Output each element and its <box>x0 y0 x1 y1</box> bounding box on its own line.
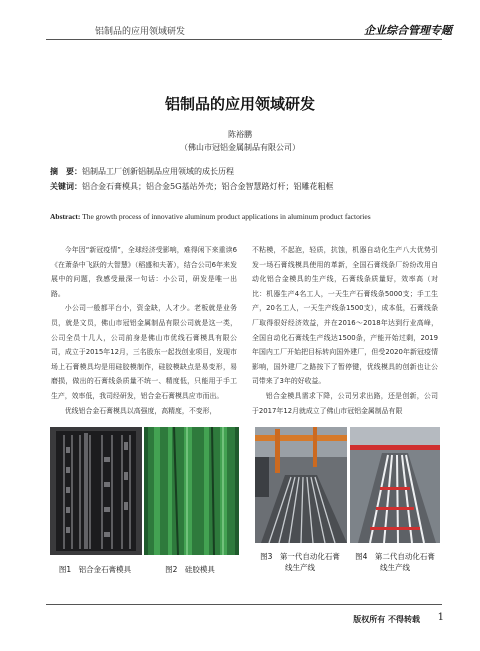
figure-2-caption: 图2 硅胶模具 <box>165 565 215 574</box>
abstract-en-label: Abstract: <box>50 212 81 221</box>
body-paragraph: 今年因“新冠疫情”，全球经济受影响，难得闲下来重读6《在萧条中飞跃的大智慧》（稻盛和夫著），结合公司6年来发展中的问题，我感受最深一句话：小公司，研发是唯一出路。 <box>51 246 237 298</box>
abstract-cn-label: 摘 要： <box>50 167 82 176</box>
figure-4-caption-line1: 图4 第二代自动化石膏 <box>355 552 435 561</box>
article-title: 铝制品的应用领域研发 <box>164 95 315 113</box>
article-affiliation: （佛山市冠铝金属制品有限公司） <box>180 143 300 152</box>
body-paragraph: 优线铝合金石膏模具以高强度，高精度，不变形， <box>64 406 217 415</box>
keywords-label: 关键词： <box>50 182 82 191</box>
keywords-text: 铝合金石膏模具；铝合金5G基站外壳；铝合金智慧路灯杆；铝雕花粗框 <box>82 182 334 191</box>
figure-3-caption <box>250 551 350 573</box>
footer-copyright: 版权所有 不得转载 <box>353 614 420 624</box>
header-rule <box>46 39 442 40</box>
running-header-right: 企业综合管理专题 <box>364 24 452 37</box>
body-paragraph: 不粘模，不起泡，轻质，抗蚀，机器自动化生产八大优势引发一场石膏线模具使用的革新，全国石膏线条厂纷纷改用自动化铝合金模具的生产线，石膏线条质量好，效率高（对比：机器生产4名工人，一天生产石膏线条5000支；手工生产，20名工人，一天生产线条1500支），成本低，石膏线条厂取得很好经济效益，并在2016～2018年达到行业高峰，全国自动化石膏线生产线达1500条，产能开始过剩，2019年国内工厂开始把目标转向国外建厂，但受2020年新冠疫情影响，国外建厂之路按下了暂停键，优线模具的创新也让公司带来了3年的好收益。 <box>252 246 438 386</box>
body-column-right <box>252 243 438 418</box>
running-header-left: 铝制品的应用领域研发 <box>94 27 185 37</box>
figure-3-caption-line1: 图3 第一代自动化石膏 <box>260 552 340 561</box>
figure-4-image <box>350 427 440 543</box>
figure-1-caption: 图1 铝合金石膏模具 <box>58 565 132 574</box>
body-paragraph: 小公司一般都平台小，资金缺，人才少。老板就是业务员，就是文员，佛山市冠铝金属制品有限公司就是这一类，公司全员十几人，公司前身是佛山市优线石膏模具有限公司，成立于2015年12月，三名股东一起找创业项目，发现市场上石膏模具均是用硅胶模制作，硅胶模缺点是易变形，易磨损，做出的石膏线条质量不统一、精度低，只能用于手工生产，效率低，我司经研发，铝合金石膏模具应市而出。 <box>51 304 237 400</box>
abstract-cn <box>50 166 450 178</box>
figure-2-image <box>144 427 239 555</box>
figure-1-image <box>50 427 142 555</box>
body-column-left <box>51 243 237 418</box>
body-paragraph: 铝合金模具需求下降，公司另求出路，还是创新，公司于2017年12月就成立了佛山市冠铝金属制品有限 <box>252 391 438 415</box>
abstract-cn-text: 铝制品工厂创新铝制品应用领域的成长历程 <box>82 167 234 176</box>
figure-4-caption <box>345 551 445 573</box>
abstract-en <box>50 212 450 221</box>
keywords <box>50 181 450 193</box>
article-author: 陈裕鹏 <box>228 130 252 139</box>
figure-3-image <box>255 427 347 543</box>
abstract-en-text: The growth process of innovative aluminum product applications in aluminum product factories <box>82 212 371 221</box>
figure-3-caption-line2: 线生产线 <box>285 563 315 572</box>
footer-rule <box>46 604 442 605</box>
figure-4-caption-line2: 线生产线 <box>380 563 410 572</box>
page-number: 1 <box>437 612 444 623</box>
